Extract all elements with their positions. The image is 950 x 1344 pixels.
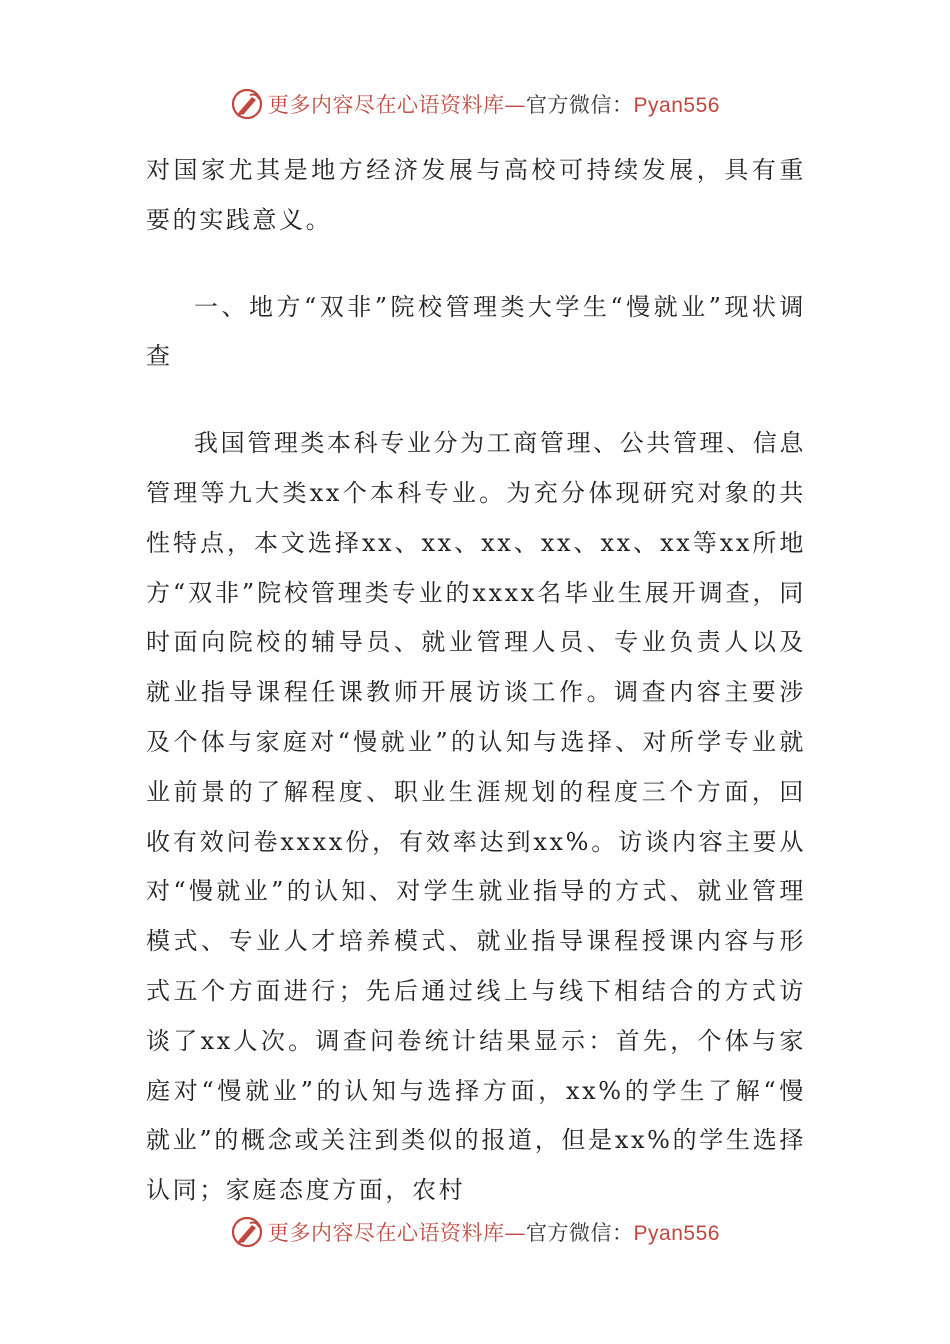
section-heading: 一、地方“双非”院校管理类大学生“慢就业”现状调查: [146, 292, 806, 371]
header-watermark: [0, 84, 950, 124]
paragraph-survey: 我国管理类本科专业分为工商管理、公共管理、信息管理等九大类xx个本科专业。为充分体现研究对象的共性特点，本文选择xx、xx、xx、xx、xx、xx等xx所地方“双非”院校管理类专业的xxxx名毕业生展开调查，同时面向院校的辅导员、就业管理人员、专业负责人以及就业指导课程任课教师开展访谈工作。调查内容主要涉及个体与家庭对“慢就业”的认知与选择、对所学专业就业前景的了解程度、职业生涯规划的程度三个方面，回收有效问卷xxxx份，有效率达到xx%。访谈内容主要从对“慢就业”的认知、对学生就业指导的方式、就业管理模式、专业人才培养模式、就业指导课程授课内容与形式五个方面进行；先后通过线上与线下相结合的方式访谈了xx人次。调查问卷统计结果显示：首先，个体与家庭对“慢就业”的认知与选择方面，xx%的学生了解“慢就业”的概念或关注到类似的报道，但是xx%的学生选择认同；家庭态度方面，农村: [146, 429, 806, 1205]
watermark-text: 更多内容尽在心语资料库—官方微信：Pyan556: [268, 93, 720, 117]
watermark-text: 更多内容尽在心语资料库—官方微信：Pyan556: [268, 1221, 720, 1245]
pen-logo-icon: [230, 1215, 264, 1249]
pen-logo-icon: [230, 87, 264, 121]
footer-watermark: [0, 1212, 950, 1252]
document-body: [146, 146, 806, 1216]
paragraph-continuation: 对国家尤其是地方经济发展与高校可持续发展，具有重要的实践意义。: [146, 156, 806, 234]
